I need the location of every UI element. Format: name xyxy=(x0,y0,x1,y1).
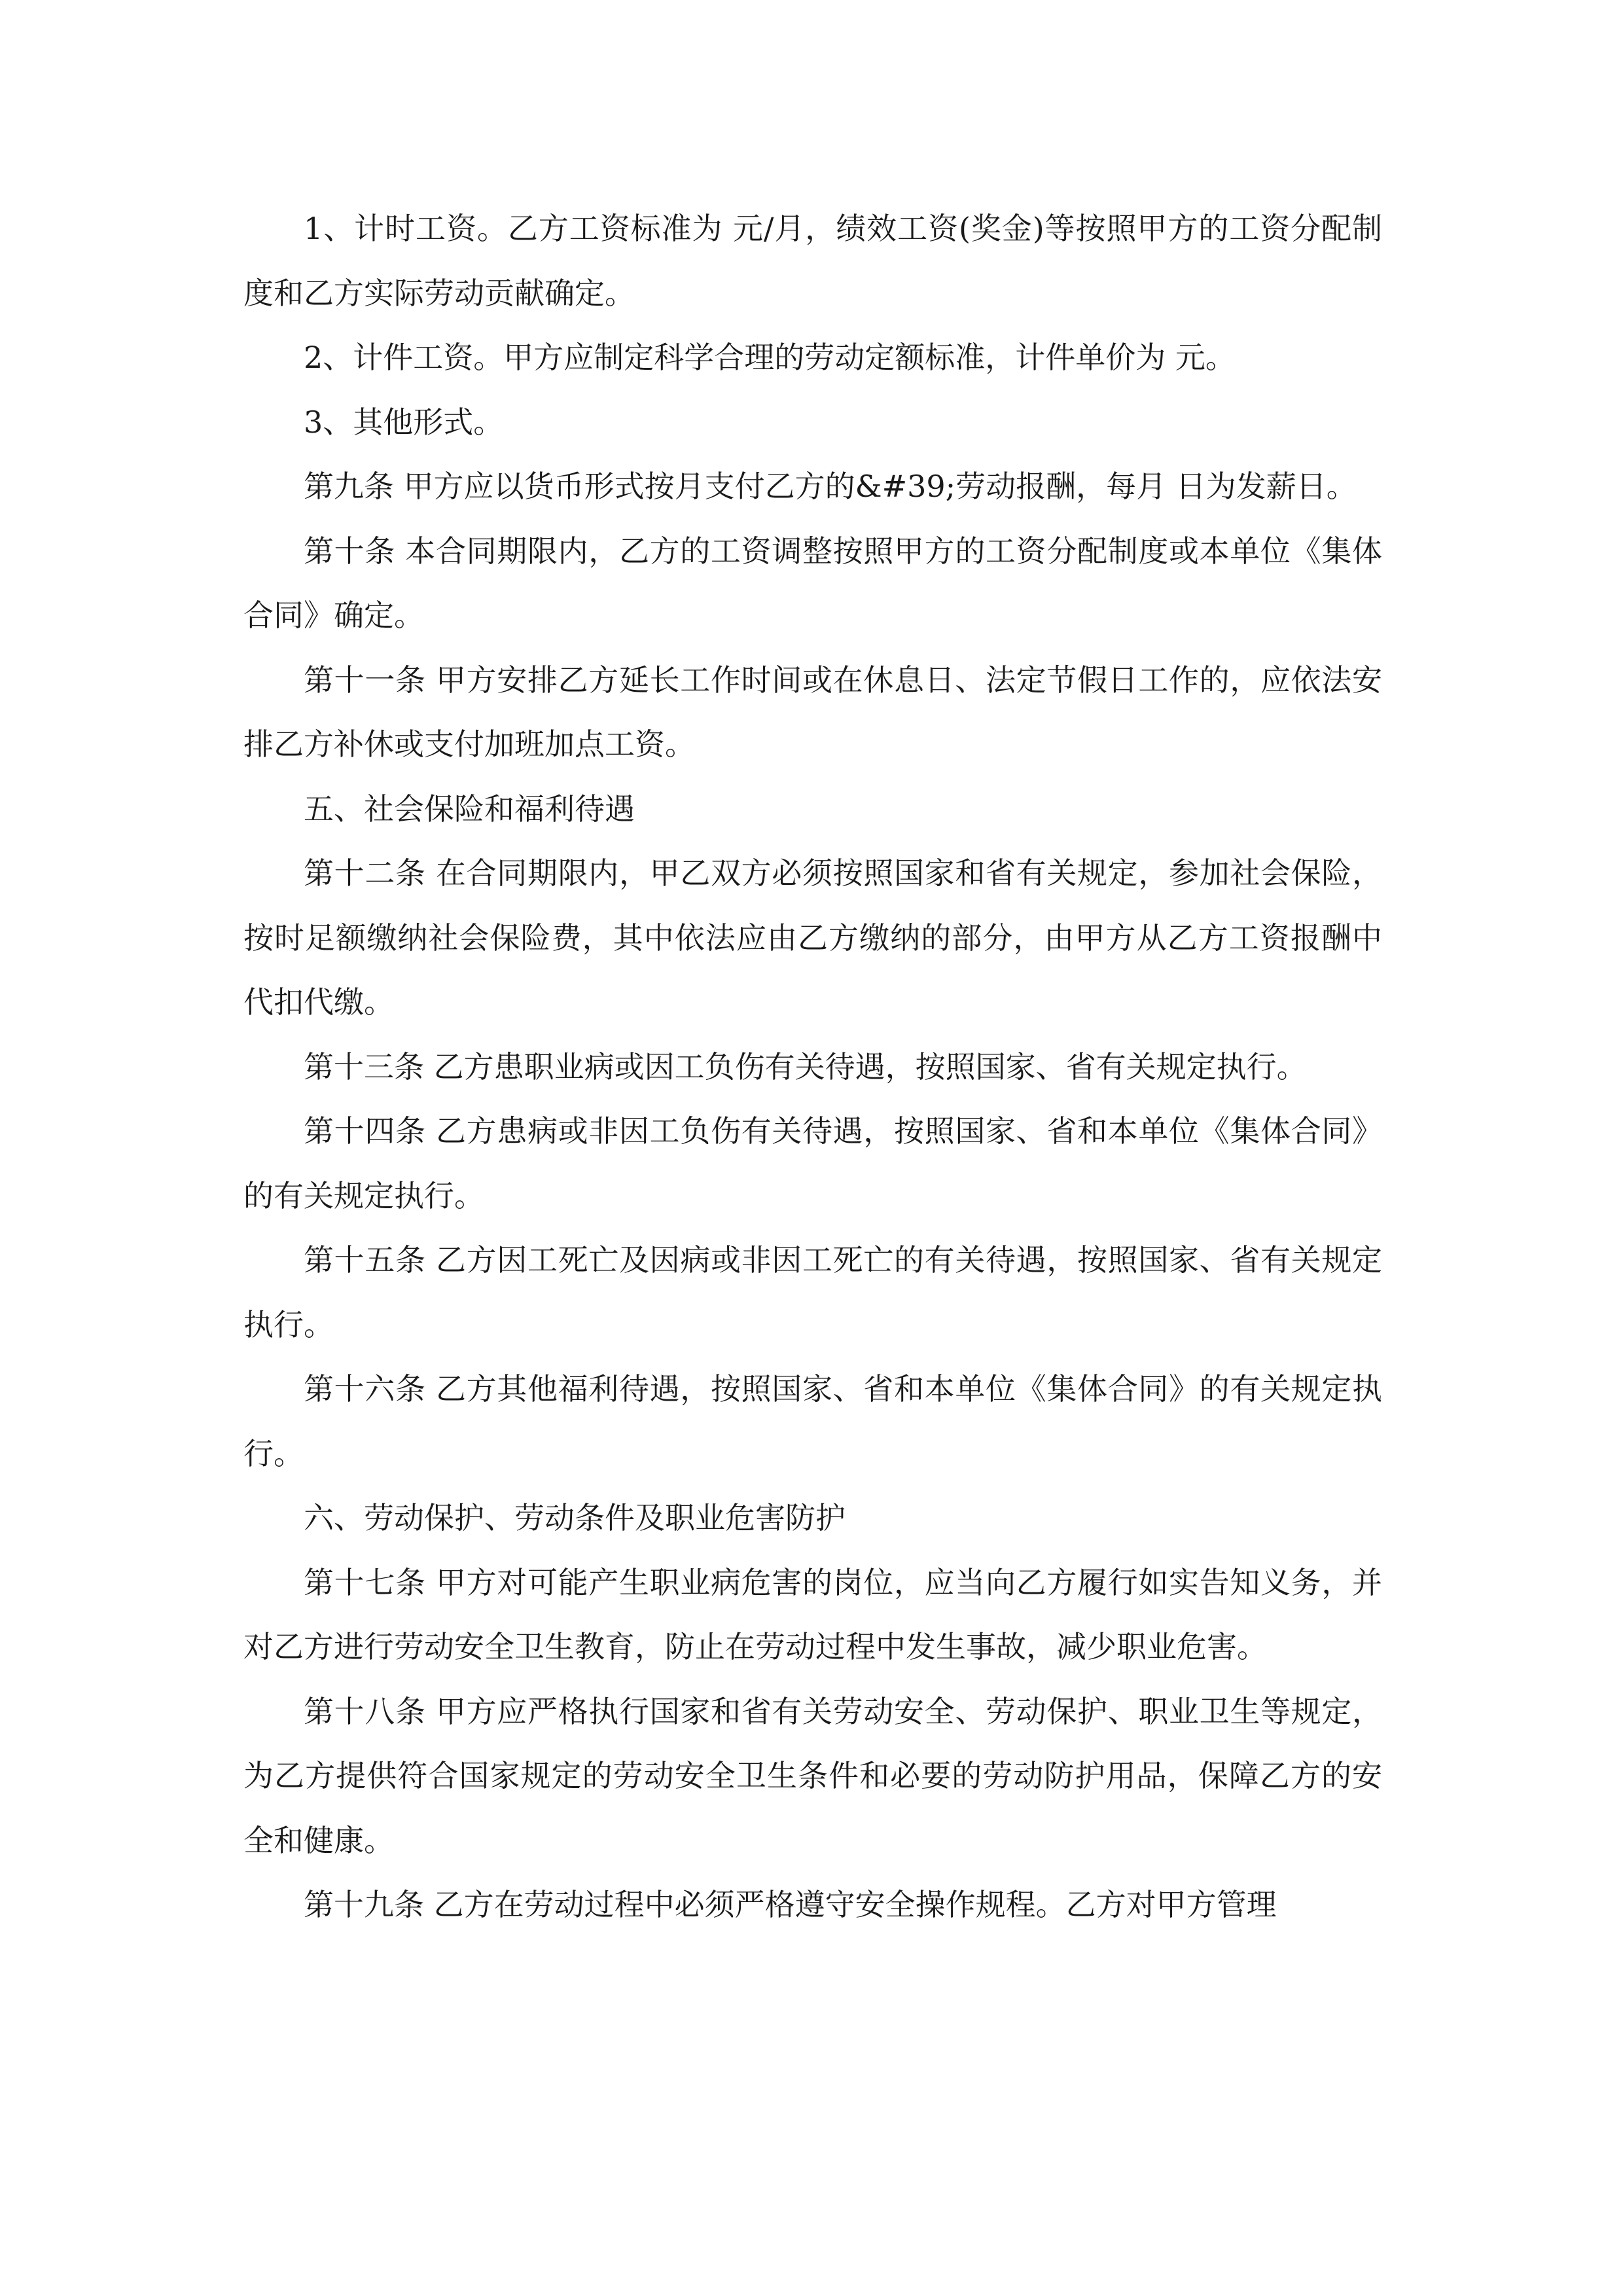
paragraph-article-13: 第十三条 乙方患职业病或因工负伤有关待遇，按照国家、省有关规定执行。 xyxy=(304,1049,1307,1085)
paragraph-article-16: 第十六条 乙方其他福利待遇，按照国家、省和本单位《集体合同》的有关规定执行。 xyxy=(243,1371,1382,1471)
paragraph-article-17: 第十七条 甲方对可能产生职业病危害的岗位，应当向乙方履行如实告知义务，并对乙方进行劳动安全卫生教育，防止在劳动过程中发生事故，减少职业危害。 xyxy=(243,1564,1382,1664)
document-body xyxy=(243,196,1382,1937)
paragraph-article-15: 第十五条 乙方因工死亡及因病或非因工死亡的有关待遇，按照国家、省有关规定执行。 xyxy=(243,1242,1382,1342)
section-heading-labor-protection: 六、劳动保护、劳动条件及职业危害防护 xyxy=(304,1500,846,1535)
paragraph-article-10: 第十条 本合同期限内，乙方的工资调整按照甲方的工资分配制度或本单位《集体合同》确定。 xyxy=(243,533,1382,633)
paragraph-article-19: 第十九条 乙方在劳动过程中必须严格遵守安全操作规程。乙方对甲方管理 xyxy=(304,1887,1277,1922)
paragraph-other-forms: 3、其他形式。 xyxy=(304,404,504,440)
paragraph-hourly-wage: 1、计时工资。乙方工资标准为 元/月，绩效工资(奖金)等按照甲方的工资分配制度和乙方实际劳动贡献确定。 xyxy=(243,211,1382,311)
paragraph-article-12: 第十二条 在合同期限内，甲乙双方必须按照国家和省有关规定，参加社会保险，按时足额缴纳社会保险费，其中依法应由乙方缴纳的部分，由甲方从乙方工资报酬中代扣代缴。 xyxy=(243,855,1382,1020)
paragraph-article-14: 第十四条 乙方患病或非因工负伤有关待遇，按照国家、省和本单位《集体合同》的有关规定执行。 xyxy=(243,1113,1382,1213)
section-heading-social-insurance: 五、社会保险和福利待遇 xyxy=(304,791,635,827)
paragraph-article-18: 第十八条 甲方应严格执行国家和省有关劳动安全、劳动保护、职业卫生等规定，为乙方提供符合国家规定的劳动安全卫生条件和必要的劳动防护用品，保障乙方的安全和健康。 xyxy=(243,1693,1382,1858)
paragraph-piece-wage: 2、计件工资。甲方应制定科学合理的劳动定额标准，计件单价为 元。 xyxy=(304,340,1236,375)
paragraph-article-11: 第十一条 甲方安排乙方延长工作时间或在休息日、法定节假日工作的，应依法安排乙方补休或支付加班加点工资。 xyxy=(243,662,1382,762)
paragraph-article-9: 第九条 甲方应以货币形式按月支付乙方的&#39;劳动报酬，每月 日为发薪日。 xyxy=(304,469,1357,504)
